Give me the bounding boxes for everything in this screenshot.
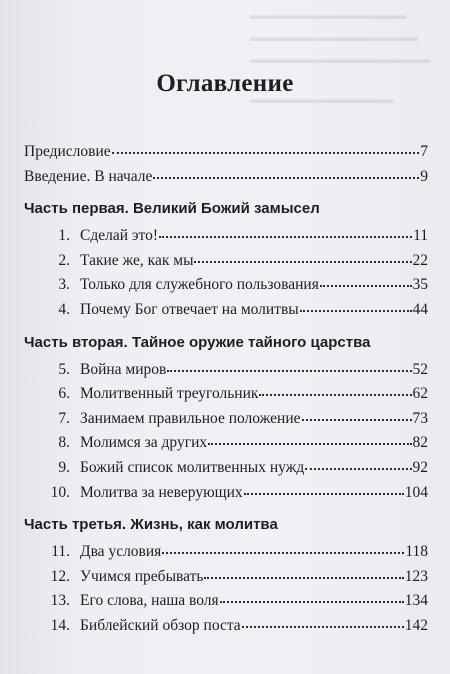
- chapter-title: Библейский обзор поста: [80, 616, 241, 634]
- dot-leader: [208, 442, 411, 445]
- toc-chapter[interactable]: [24, 481, 428, 506]
- chapter-page: 52: [412, 360, 428, 378]
- toc-entry-page: 7: [420, 143, 428, 160]
- chapter-number: 12.: [50, 567, 70, 585]
- chapter-page: 44: [412, 300, 428, 318]
- dot-leader: [220, 600, 404, 603]
- dot-leader: [159, 235, 412, 238]
- toc-entry-label: Введение. В начале: [24, 167, 153, 185]
- chapter-title: Занимаем правильное положение: [80, 409, 301, 427]
- dot-leader: [305, 467, 411, 470]
- chapter-title: Такие же, как мы: [80, 251, 194, 269]
- dot-leader: [112, 151, 420, 154]
- chapter-page: 142: [404, 616, 428, 634]
- dot-leader: [162, 551, 404, 554]
- page-title: Оглавление: [156, 70, 294, 97]
- chapter-number: 5.: [58, 360, 70, 378]
- dot-leader: [244, 492, 404, 495]
- chapter-page: 35: [412, 276, 428, 294]
- chapter-title: Его слова, наша воля: [80, 592, 219, 610]
- chapter-number: 3.: [58, 276, 70, 294]
- dot-leader: [259, 393, 411, 396]
- chapter-number: 10.: [50, 483, 70, 501]
- chapter-title: Сделай это!: [80, 227, 159, 245]
- chapter-page: 82: [412, 434, 428, 452]
- chapter-number: 1.: [58, 227, 70, 245]
- toc-chapter[interactable]: [24, 382, 428, 407]
- chapter-number: 7.: [58, 409, 70, 427]
- chapter-number: 4.: [58, 300, 70, 318]
- chapter-title: Война миров: [80, 360, 167, 378]
- dot-leader: [204, 576, 403, 579]
- toc-chapter[interactable]: [24, 249, 428, 274]
- chapter-number: 13.: [50, 592, 70, 610]
- chapter-page: 11: [413, 227, 428, 245]
- chapter-number: 6.: [58, 385, 70, 403]
- chapter-page: 123: [404, 567, 428, 585]
- toc-chapter[interactable]: [24, 456, 428, 481]
- chapter-number: 14.: [50, 616, 70, 634]
- chapter-title: Учимся пребывать: [80, 567, 204, 585]
- chapter-page: 118: [405, 543, 428, 561]
- chapter-page: 62: [412, 385, 428, 403]
- chapter-title: Молитва за неверующих: [80, 483, 243, 501]
- toc-chapter[interactable]: [24, 407, 428, 432]
- chapter-title: Молимся за других: [80, 434, 208, 452]
- toc-entry-preface[interactable]: [24, 140, 428, 165]
- part-heading[interactable]: Часть вторая. Тайное оружие тайного царства: [24, 333, 371, 351]
- chapter-page: 92: [412, 458, 428, 476]
- chapter-title: Два условия: [80, 543, 162, 561]
- toc-chapter[interactable]: [24, 565, 428, 590]
- chapter-number: 2.: [58, 251, 70, 269]
- dot-leader: [167, 369, 411, 372]
- bleed-through-text: ▬▬▬▬▬▬▬▬▬▬▬▬: [250, 92, 394, 106]
- bleed-through-text: ▬▬▬▬▬▬▬▬▬▬▬▬▬▬: [250, 30, 418, 44]
- chapter-title: Божий список молитвенных нужд: [80, 458, 305, 476]
- chapter-page: 22: [412, 251, 428, 269]
- part-heading[interactable]: Часть третья. Жизнь, как молитва: [24, 516, 278, 534]
- bleed-through-text: ▬▬▬▬▬▬▬▬▬▬▬▬▬▬▬: [250, 52, 430, 66]
- part-heading[interactable]: Часть первая. Великий Божий замысел: [24, 200, 320, 218]
- toc-chapter[interactable]: [24, 273, 428, 298]
- chapter-page: 104: [404, 483, 428, 501]
- chapter-number: 9.: [58, 458, 70, 476]
- toc-entry-introduction[interactable]: [24, 165, 428, 190]
- bleed-through-text: ▬▬▬▬▬▬▬▬▬▬▬▬▬: [250, 8, 406, 22]
- toc-chapter[interactable]: [24, 298, 428, 323]
- toc-chapter[interactable]: [24, 589, 428, 614]
- toc-entry-page: 9: [420, 167, 428, 185]
- dot-leader: [302, 418, 412, 421]
- toc-chapter[interactable]: [24, 224, 428, 249]
- table-of-contents: [24, 140, 428, 639]
- toc-chapter[interactable]: [24, 358, 428, 383]
- chapter-title: Молитвенный треугольник: [80, 385, 259, 403]
- toc-chapter[interactable]: [24, 540, 428, 565]
- dot-leader: [153, 176, 419, 179]
- dot-leader: [194, 260, 411, 263]
- chapter-title: Почему Бог отвечает на молитвы: [80, 300, 299, 318]
- dot-leader: [242, 625, 404, 628]
- toc-entry-label: Предисловие: [24, 143, 111, 160]
- chapter-number: 8.: [58, 434, 70, 452]
- chapter-number: 11.: [51, 543, 70, 561]
- toc-chapter[interactable]: [24, 431, 428, 456]
- chapter-page: 134: [404, 592, 428, 610]
- chapter-title: Только для служебного пользования: [80, 276, 319, 294]
- chapter-page: 73: [412, 409, 428, 427]
- dot-leader: [300, 309, 412, 312]
- toc-chapter[interactable]: [24, 614, 428, 639]
- dot-leader: [320, 284, 412, 287]
